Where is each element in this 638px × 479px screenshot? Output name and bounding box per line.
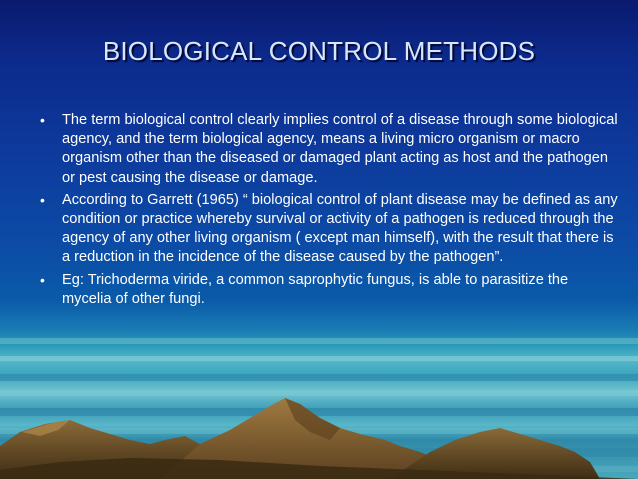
bullet-icon: • (40, 191, 45, 208)
slide-title: BIOLOGICAL CONTROL METHODS (102, 36, 536, 66)
bullet-item-example (40, 271, 620, 309)
bullet-text: The term biological control clearly implies control of a disease through some biological agency, and the term biological agency, means a living micro organism or macro organism other than the diseased or damaged plant acting as host and the pathogen or pest causing the disease or damage. (62, 112, 618, 186)
bullet-item-definition (40, 111, 620, 188)
bullet-text: According to Garrett (1965) “ biological control of plant disease may be defined as any condition or practice whereby survival or activity of a pathogen is reduced through the agency of any other living organism ( except man himself), with the result that there is a reduction in the incidence of the disease caused by the pathogen”. (62, 191, 618, 266)
bullet-icon: • (40, 112, 45, 128)
bullet-icon: • (40, 271, 45, 288)
bullet-text: Eg: Trichoderma viride, a common saprophytic fungus, is able to parasitize the mycelia of other fungi. (62, 271, 569, 307)
bullet-list (40, 111, 620, 312)
bullet-item-garrett (40, 191, 620, 268)
